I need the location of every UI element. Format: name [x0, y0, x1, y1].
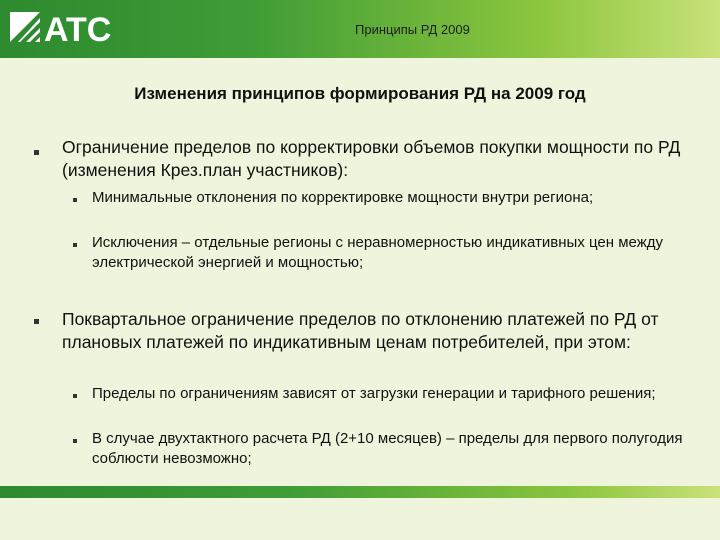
bullet-icon	[34, 150, 39, 155]
section-2-text: Поквартальное ограничение пределов по отклонению платежей по РД от плановых платежей по индикативным ценам потребителей, при этом:	[62, 309, 659, 352]
footer-band	[0, 486, 720, 498]
bullet-icon	[34, 319, 39, 324]
bullet-icon	[73, 394, 77, 398]
header-title: Принципы РД 2009	[355, 22, 470, 37]
section-1-subitem-1: Минимальные отклонения по корректировке мощности внутри региона;	[92, 189, 594, 206]
svg-text:ATC: ATC	[44, 11, 112, 48]
slide-title: Изменения принципов формирования РД на 2009 год	[134, 84, 586, 103]
section-2-subitem-1: Пределы по ограничениям зависят от загрузки генерации и тарифного решения;	[92, 385, 656, 402]
section-1-subitem-2: Исключения – отдельные регионы с неравномерностью индикативных цен между электрической энергией и мощностью;	[92, 234, 663, 271]
bullet-icon	[73, 198, 77, 202]
section-2-subitem-2: В случае двухтактного расчета РД (2+10 месяцев) – пределы для первого полугодия соблюсти невозможно;	[92, 430, 683, 467]
bullet-icon	[73, 243, 77, 247]
bullet-icon	[73, 439, 77, 443]
section-1-text: Ограничение пределов по корректировки объемов покупки мощности по РД (изменения Крез.план участников):	[62, 137, 681, 180]
